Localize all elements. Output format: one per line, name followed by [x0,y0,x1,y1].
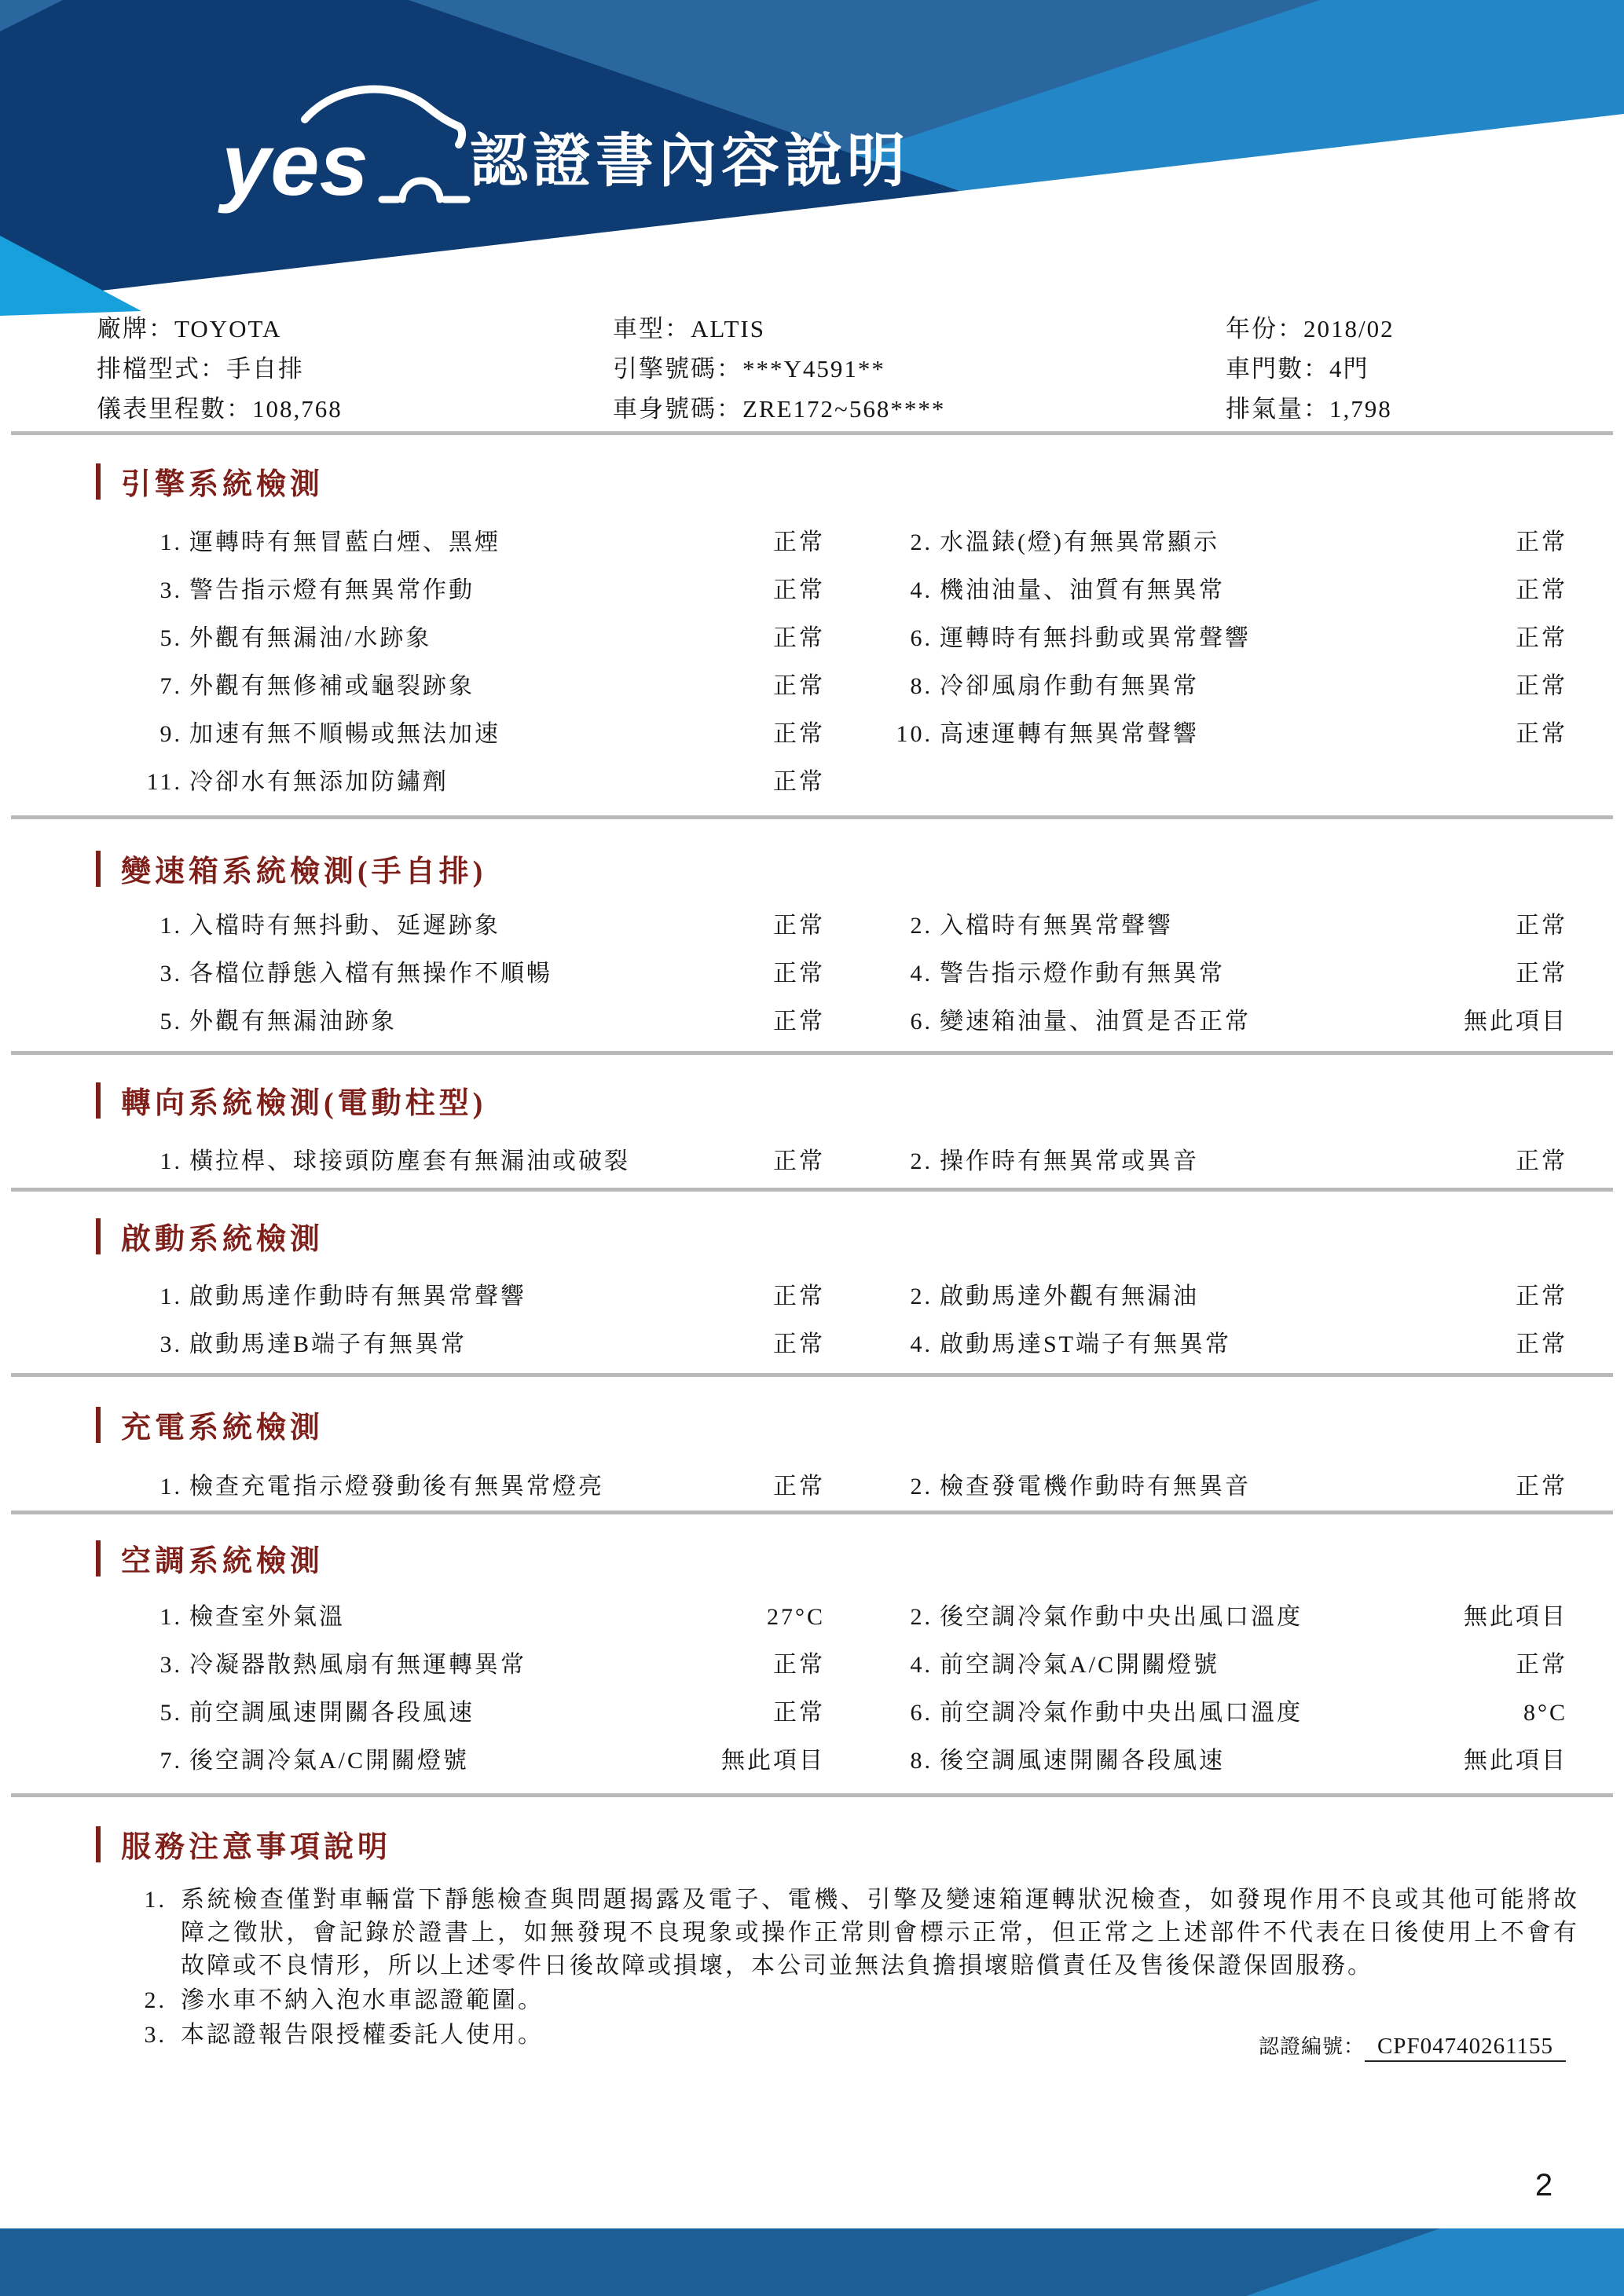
inspection-item [118,1746,825,1794]
item-result: 正常 [1516,1331,1567,1357]
item-number: 3. [159,1652,182,1678]
item-number: 8. [910,1748,933,1774]
section-title-text: 轉向系統檢測(電動柱型) [121,1087,487,1120]
note-text: 系統檢查僅對車輛當下靜態檢查與問題揭露及電子、電機、引擎及變速箱運轉狀況檢查，如發現作用不良或其他可能將故障之徵狀，會記錄於證書上，如無發現不良現象或操作正常則會標示正常，但正常之上述部件不代表在日後使用上不會有故障或不良情形，所以上述零件日後故障或損壞，本公司並無法負擔損壞賠償責任及售後保證保固服務。 [181,1887,1579,1979]
item-result: 正常 [1516,625,1567,651]
item-number: 4. [910,961,933,987]
section-title-bar [96,1218,101,1254]
item-number: 10. [896,721,933,747]
section-title-text: 變速箱系統檢測(手自排) [121,855,487,888]
item-result: 正常 [1516,1148,1567,1174]
info-value: 2018/02 [1303,315,1395,342]
inspection-item [118,911,825,959]
note-number: 2. [144,1987,167,2013]
item-result: 正常 [1516,721,1567,747]
item-label: 高速運轉有無異常聲響 [940,721,1199,747]
section-title-text: 服務注意事項說明 [121,1831,392,1864]
info-value: ***Y4591** [742,355,885,383]
item-result: 正常 [1516,673,1567,699]
certificate-label: 認證編號： [1258,2035,1365,2058]
item-number: 1. [159,1283,182,1309]
item-result: 正常 [773,1700,825,1726]
inspection-item [118,1147,825,1195]
section-title [96,1078,486,1122]
item-label: 啟動馬達ST端子有無異常 [940,1331,1232,1357]
info-label: 車門數： [1226,355,1329,383]
info-value: 1,798 [1329,395,1392,423]
item-result: 8°C [1523,1700,1567,1726]
item-label: 啟動馬達作動時有無異常聲響 [189,1283,526,1309]
section-title-text: 引擎系統檢測 [121,468,324,501]
item-number: 3. [159,1331,182,1357]
inspection-item [868,1698,1567,1746]
item-label: 後空調冷氣A/C開關燈號 [189,1748,470,1774]
item-number: 5. [159,1009,182,1034]
item-label: 冷卻水有無添加防鏽劑 [189,769,449,795]
section-title [96,1822,391,1866]
item-result: 正常 [1516,961,1567,987]
page-title: 認證書內容說明 [470,128,910,193]
item-label: 外觀有無漏油/水跡象 [189,625,432,651]
section-title-bar [96,463,101,500]
item-number: 11. [146,769,182,795]
inspection-item [868,911,1567,959]
item-number: 5. [159,1700,182,1726]
note-number: 1. [144,1887,167,1913]
info-field-mileage [97,393,343,433]
inspection-item [118,576,825,624]
inspection-item [118,1007,825,1055]
info-label: 車型： [613,315,691,342]
item-number: 1. [159,1148,182,1174]
section-title-text: 空調系統檢測 [121,1545,324,1578]
item-number: 1. [159,913,182,939]
note-text: 本認證報告限授權委託人使用。 [181,2022,544,2048]
item-result: 正常 [1516,1652,1567,1678]
section-title [96,847,486,890]
item-result: 正常 [773,1148,825,1174]
inspection-item [868,720,1567,767]
info-label: 儀表里程數： [97,395,252,423]
item-result: 正常 [1516,1474,1567,1500]
item-result: 正常 [773,1283,825,1309]
info-label: 排檔型式： [97,355,226,383]
item-label: 冷卻風扇作動有無異常 [940,673,1199,699]
info-value: ZRE172~568**** [742,395,946,423]
inspection-item [868,1602,1567,1650]
inspection-item [868,672,1567,720]
item-result: 正常 [773,1474,825,1500]
item-result: 正常 [1516,1283,1567,1309]
item-result: 27°C [766,1604,825,1630]
item-number: 4. [910,1331,933,1357]
item-result: 正常 [1516,529,1567,555]
note-item [118,1984,1579,2017]
footer-background [0,2228,1624,2296]
item-label: 前空調冷氣作動中央出風口溫度 [940,1700,1303,1726]
info-value: 4門 [1329,355,1369,383]
info-label: 年份： [1226,315,1303,342]
item-result: 無此項目 [1464,1009,1567,1034]
item-result: 正常 [773,769,825,795]
item-number: 3. [159,577,182,603]
item-number: 2. [910,1474,933,1500]
section-title [96,1403,324,1446]
inspection-item [118,1650,825,1698]
info-field-model [613,313,945,353]
section-title-bar [96,1826,101,1862]
page-number: 2 [1534,2168,1553,2203]
inspection-item [868,576,1567,624]
item-label: 警告指示燈有無異常作動 [189,577,475,603]
item-number: 1. [159,529,182,555]
item-result: 正常 [773,673,825,699]
item-label: 入檔時有無抖動、延遲跡象 [189,913,500,939]
info-value: 108,768 [252,395,343,423]
inspection-item [118,720,825,767]
section-title-bar [96,851,101,887]
item-number: 8. [910,673,933,699]
inspection-item [118,672,825,720]
info-field-doors [1226,353,1395,393]
item-number: 7. [159,673,182,699]
inspection-item [118,624,825,672]
inspection-item [868,1472,1567,1520]
item-label: 檢查室外氣溫 [189,1604,345,1630]
item-result: 正常 [773,529,825,555]
inspection-item [868,1650,1567,1698]
item-number: 2. [910,529,933,555]
info-label: 廠牌： [97,315,174,342]
item-number: 7. [159,1748,182,1774]
item-number: 4. [910,1652,933,1678]
section-title [96,460,324,503]
inspection-item [118,1330,825,1378]
item-number: 9. [159,721,182,747]
item-result: 正常 [773,913,825,939]
info-field-year [1226,313,1395,353]
section-title-bar [96,1540,101,1576]
section-title-bar [96,1082,101,1119]
certificate-value: CPF04740261155 [1365,2034,1566,2062]
item-result: 正常 [773,625,825,651]
item-number: 2. [910,1604,933,1630]
item-label: 前空調風速開關各段風速 [189,1700,475,1726]
inspection-item [868,624,1567,672]
inspection-item [118,528,825,576]
item-label: 啟動馬達B端子有無異常 [189,1331,467,1357]
item-number: 2. [910,913,933,939]
inspection-item [118,1698,825,1746]
item-label: 檢查發電機作動時有無異音 [940,1474,1251,1500]
vehicle-info-column [1226,313,1395,433]
item-label: 運轉時有無抖動或異常聲響 [940,625,1251,651]
yes-logo-text: yes [222,115,368,214]
inspection-item [118,1282,825,1330]
section-title [96,1214,324,1258]
info-value: 手自排 [226,355,304,383]
info-field-vin [613,393,945,433]
notes-list [118,1884,1579,2053]
item-number: 3. [159,961,182,987]
inspection-item [118,1602,825,1650]
inspection-item [868,1147,1567,1195]
inspection-item [868,1746,1567,1794]
item-label: 後空調冷氣作動中央出風口溫度 [940,1604,1303,1630]
item-number: 2. [910,1283,933,1309]
inspection-item [868,1282,1567,1330]
item-result: 正常 [773,721,825,747]
item-label: 變速箱油量、油質是否正常 [940,1009,1251,1034]
info-field-displacement [1226,393,1395,433]
item-result: 正常 [773,1331,825,1357]
item-result: 正常 [773,577,825,603]
info-label: 引擎號碼： [613,355,742,383]
item-result: 無此項目 [1464,1604,1567,1630]
inspection-item [118,767,825,815]
item-result: 正常 [773,1652,825,1678]
info-field-transmission [97,353,343,393]
divider [11,431,1613,435]
section-title-text: 啟動系統檢測 [121,1223,324,1256]
item-label: 外觀有無修補或龜裂跡象 [189,673,475,699]
inspection-item [118,1472,825,1520]
info-label: 排氣量： [1226,395,1329,423]
item-label: 外觀有無漏油跡象 [189,1009,397,1034]
inspection-item [868,528,1567,576]
item-result: 正常 [773,961,825,987]
item-label: 後空調風速開關各段風速 [940,1748,1225,1774]
item-number: 6. [910,625,933,651]
item-label: 加速有無不順暢或無法加速 [189,721,500,747]
item-result: 正常 [1516,577,1567,603]
item-label: 警告指示燈作動有無異常 [940,961,1225,987]
item-label: 檢查充電指示燈發動後有無異常燈亮 [189,1474,604,1500]
divider [11,815,1613,819]
item-result: 無此項目 [1464,1748,1567,1774]
item-label: 入檔時有無異常聲響 [940,913,1173,939]
item-label: 運轉時有無冒藍白煙、黑煙 [189,529,500,555]
item-label: 前空調冷氣A/C開關燈號 [940,1652,1220,1678]
item-result: 無此項目 [721,1748,825,1774]
section-title [96,1536,324,1580]
item-label: 各檔位靜態入檔有無操作不順暢 [189,961,552,987]
inspection-item [868,1007,1567,1055]
item-number: 5. [159,625,182,651]
item-number: 6. [910,1700,933,1726]
note-number: 3. [144,2022,167,2048]
info-field-brand [97,313,343,353]
item-label: 機油油量、油質有無異常 [940,577,1225,603]
item-number: 4. [910,577,933,603]
item-label: 橫拉桿、球接頭防塵套有無漏油或破裂 [189,1148,630,1174]
section-title-text: 充電系統檢測 [121,1412,324,1445]
item-number: 1. [159,1474,182,1500]
item-number: 1. [159,1604,182,1630]
note-item [118,1884,1579,1983]
inspection-item [868,959,1567,1007]
info-field-engine-no [613,353,945,393]
inspection-item [118,959,825,1007]
inspection-item [868,1330,1567,1378]
vehicle-info-column [97,313,343,433]
info-value: TOYOTA [174,315,282,342]
item-result: 正常 [773,1009,825,1034]
item-result: 正常 [1516,913,1567,939]
certificate-number [1259,2031,1566,2060]
item-label: 冷凝器散熱風扇有無運轉異常 [189,1652,526,1678]
item-label: 啟動馬達外觀有無漏油 [940,1283,1199,1309]
item-number: 6. [910,1009,933,1034]
item-label: 操作時有無異常或異音 [940,1148,1199,1174]
item-number: 2. [910,1148,933,1174]
info-label: 車身號碼： [613,395,742,423]
item-label: 水溫錶(燈)有無異常顯示 [940,529,1219,555]
note-text: 滲水車不納入泡水車認證範圍。 [181,1987,544,2013]
info-value: ALTIS [691,315,765,342]
vehicle-info-column [613,313,945,433]
section-title-bar [96,1407,101,1443]
